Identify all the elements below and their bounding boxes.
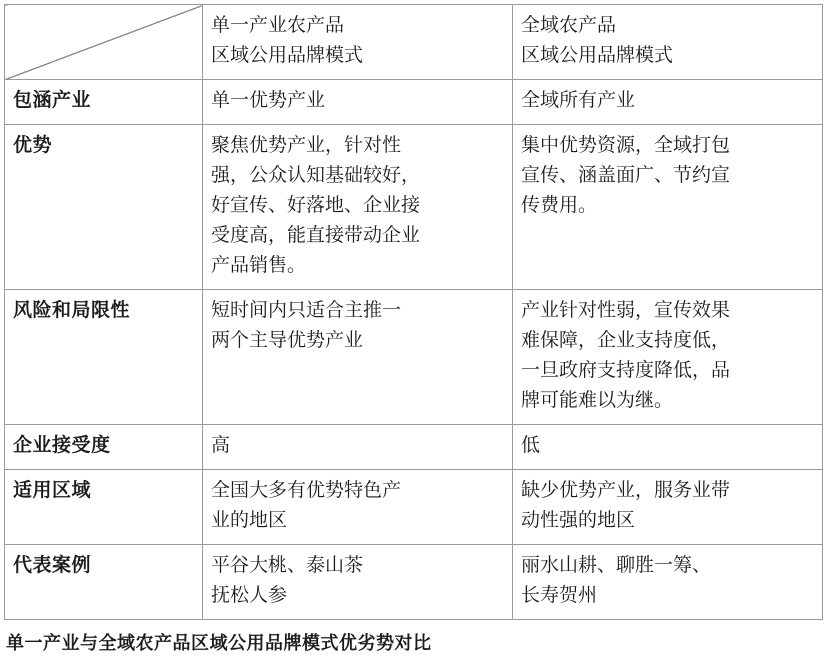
cell-line: 动性强的地区: [521, 510, 636, 531]
cell-line: 宣传、涵盖面广、节约宣: [521, 165, 731, 186]
table-row: [5, 425, 823, 470]
cell-line: 一旦政府支持度降低，品: [521, 360, 731, 381]
cell-line: 抚松人参: [211, 585, 288, 606]
comparison-table: [4, 4, 823, 620]
cell-text: [211, 551, 504, 611]
cell-line: 两个主导优势产业: [211, 330, 364, 351]
table-row: [5, 470, 823, 545]
cell-text: [521, 131, 814, 221]
cell-line: 全域所有产业: [521, 90, 636, 111]
cell-line: 全国大多有优势特色产: [211, 480, 402, 501]
row-label: 优势: [5, 125, 203, 290]
row-cell-col2: [203, 290, 513, 425]
cell-line: 平谷大桃、泰山茶: [211, 555, 364, 576]
cell-line: 强，公众认知基础较好，: [211, 165, 421, 186]
header-line: 区域公用品牌模式: [521, 45, 674, 66]
row-label: 包涵产业: [5, 80, 203, 125]
cell-text: [521, 551, 814, 611]
cell-text: [211, 86, 504, 116]
cell-line: 丽水山耕、聊胜一筹、: [521, 555, 712, 576]
header-line: 全域农产品: [521, 15, 617, 36]
cell-line: 传费用。: [521, 195, 598, 216]
cell-line: 短时间内只适合主推一: [211, 300, 402, 321]
table-row: [5, 290, 823, 425]
cell-text: [211, 476, 504, 536]
header-line: 单一产业农产品: [211, 15, 345, 36]
corner-diagonal-cell: [5, 5, 203, 80]
row-cell-col3: [513, 425, 823, 470]
cell-line: 产品销售。: [211, 255, 307, 276]
document-page: [0, 4, 832, 653]
table-caption: 单一产业与全域农产品区域公用品牌模式优劣势对比: [6, 633, 432, 653]
row-label: 代表案例: [5, 545, 203, 620]
row-cell-col2: [203, 425, 513, 470]
table-header-row: [5, 5, 823, 80]
cell-text: [211, 296, 504, 356]
row-cell-col3: [513, 290, 823, 425]
table-row: [5, 545, 823, 620]
row-cell-col2: [203, 125, 513, 290]
row-cell-col3: [513, 545, 823, 620]
row-cell-col3: [513, 80, 823, 125]
cell-line: 好宣传、好落地、企业接: [211, 195, 421, 216]
cell-line: 集中优势资源，全域打包: [521, 135, 731, 156]
cell-line: 长寿贺州: [521, 585, 598, 606]
cell-line: 牌可能难以为继。: [521, 390, 674, 411]
row-cell-col3: [513, 125, 823, 290]
row-label: 企业接受度: [5, 425, 203, 470]
row-label: 风险和局限性: [5, 290, 203, 425]
header-cell-whole-region: [513, 5, 823, 80]
header-line: 区域公用品牌模式: [211, 45, 364, 66]
cell-line: 单一优势产业: [211, 90, 326, 111]
cell-text: [521, 431, 814, 461]
row-cell-col2: [203, 545, 513, 620]
cell-text: [521, 476, 814, 536]
cell-text: [211, 431, 504, 461]
row-cell-col2: [203, 80, 513, 125]
cell-line: 产业针对性弱，宣传效果: [521, 300, 731, 321]
cell-text: [521, 86, 814, 116]
row-cell-col2: [203, 470, 513, 545]
cell-line: 缺少优势产业，服务业带: [521, 480, 731, 501]
cell-text: [211, 131, 504, 281]
cell-line: 聚焦优势产业，针对性: [211, 135, 402, 156]
cell-line: 难保障，企业支持度低，: [521, 330, 731, 351]
header-cell-single-industry: [203, 5, 513, 80]
table-body: [5, 5, 823, 620]
cell-text: [521, 296, 814, 416]
cell-line: 业的地区: [211, 510, 288, 531]
row-cell-col3: [513, 470, 823, 545]
table-row: [5, 125, 823, 290]
cell-line: 高: [211, 435, 231, 456]
cell-line: 低: [521, 435, 541, 456]
cell-line: 受度高，能直接带动企业: [211, 225, 421, 246]
table-row: [5, 80, 823, 125]
row-label: 适用区域: [5, 470, 203, 545]
